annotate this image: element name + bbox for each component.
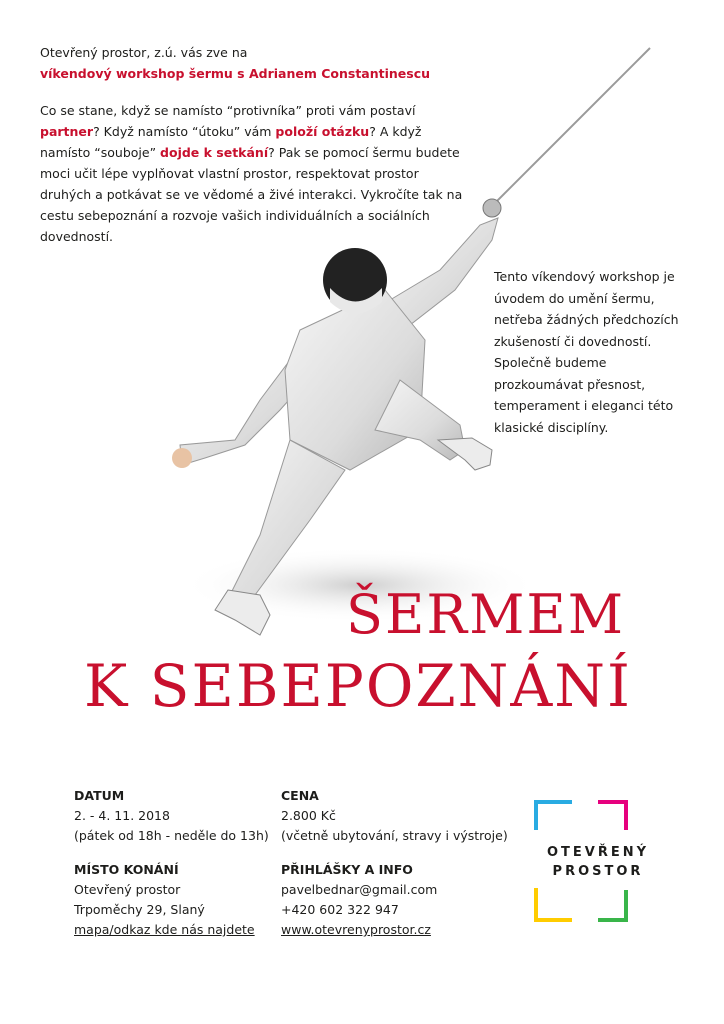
side-text-line: netřeba žádných předchozích [494,312,679,327]
sword-blade [488,48,650,210]
otevreny-prostor-logo [528,800,668,930]
venue-block [74,860,255,940]
side-text-line: temperament i eleganci této [494,398,674,413]
lead-highlight: položí otázku [275,124,370,139]
date-heading: DATUM [74,788,125,803]
logo-corner [598,802,626,830]
lead-highlight: dojde k setkání [160,145,269,160]
torso [285,290,425,470]
side-text-line: klasické disciplíny. [494,419,609,435]
lead-highlight: partner [40,124,94,139]
date-times: (pátek od 18h - neděle do 13h) [74,828,269,843]
side-text-line: Společně budeme [494,355,607,370]
venue-heading: MÍSTO KONÁNÍ [74,862,179,877]
logo-word-2: PROSTOR [552,864,644,879]
sword-arm [390,218,498,325]
venue-name: Otevřený prostor [74,882,181,897]
contact-phone: +420 602 322 947 [281,902,399,917]
title-line-2: K SEBEPOZNÁNÍ [84,652,632,720]
organizer-line: Otevřený prostor, z.ú. vás zve na [40,45,248,60]
lead-text: ? Když namísto “útoku” vám [93,124,276,139]
title-line-1: ŠERMEM [346,583,626,646]
date-block [74,786,269,846]
contact-email[interactable]: pavelbednar@gmail.com [281,882,438,897]
website-link[interactable]: www.otevrenyprostor.cz [281,922,431,937]
side-text-line: prozkoumávat přesnost, [494,376,646,392]
price-heading: CENA [281,788,319,803]
price-block [281,786,508,846]
event-line: víkendový workshop šermu s Adrianem Constantinescu [40,66,431,81]
lead-text: Co se stane, když se namísto “protivníka” proti vám postaví [40,103,416,118]
logo-corner [536,802,572,830]
side-text-line: úvodem do umění šermu, [494,290,655,306]
lead-text: ? A když namísto “souboje” [40,124,422,160]
side-text-line: zkušeností či dovedností. [494,333,652,349]
price-value: 2.800 Kč [281,808,336,823]
price-includes: (včetně ubytování, stravy i výstroje) [281,828,508,843]
contact-block [281,860,437,940]
sword-guard [483,199,501,217]
side-text [494,266,694,438]
logo-corner [536,888,572,920]
logo-corner [598,890,626,920]
lead-text: ? Pak se pomocí šermu budete moci učit lépe vyplňovat vlastní prostor, respektovat prostor druhých a potkávat se ve vědomé a živé interakci. Vykročíte tak na cestu sebepoznání a rozvoje vašich individuálních a sociálních dovedností. [40,145,463,244]
date-range: 2. - 4. 11. 2018 [74,808,170,823]
hand [172,448,192,468]
logo-word-1: OTEVŘENÝ [546,845,650,860]
side-text-line: Tento víkendový workshop je [494,269,675,284]
contact-heading: PŘIHLÁŠKY A INFO [281,862,413,877]
venue-address: Trpoměchy 29, Slaný [74,902,205,917]
venue-map-link[interactable]: mapa/odkaz kde nás najdete [74,922,255,937]
